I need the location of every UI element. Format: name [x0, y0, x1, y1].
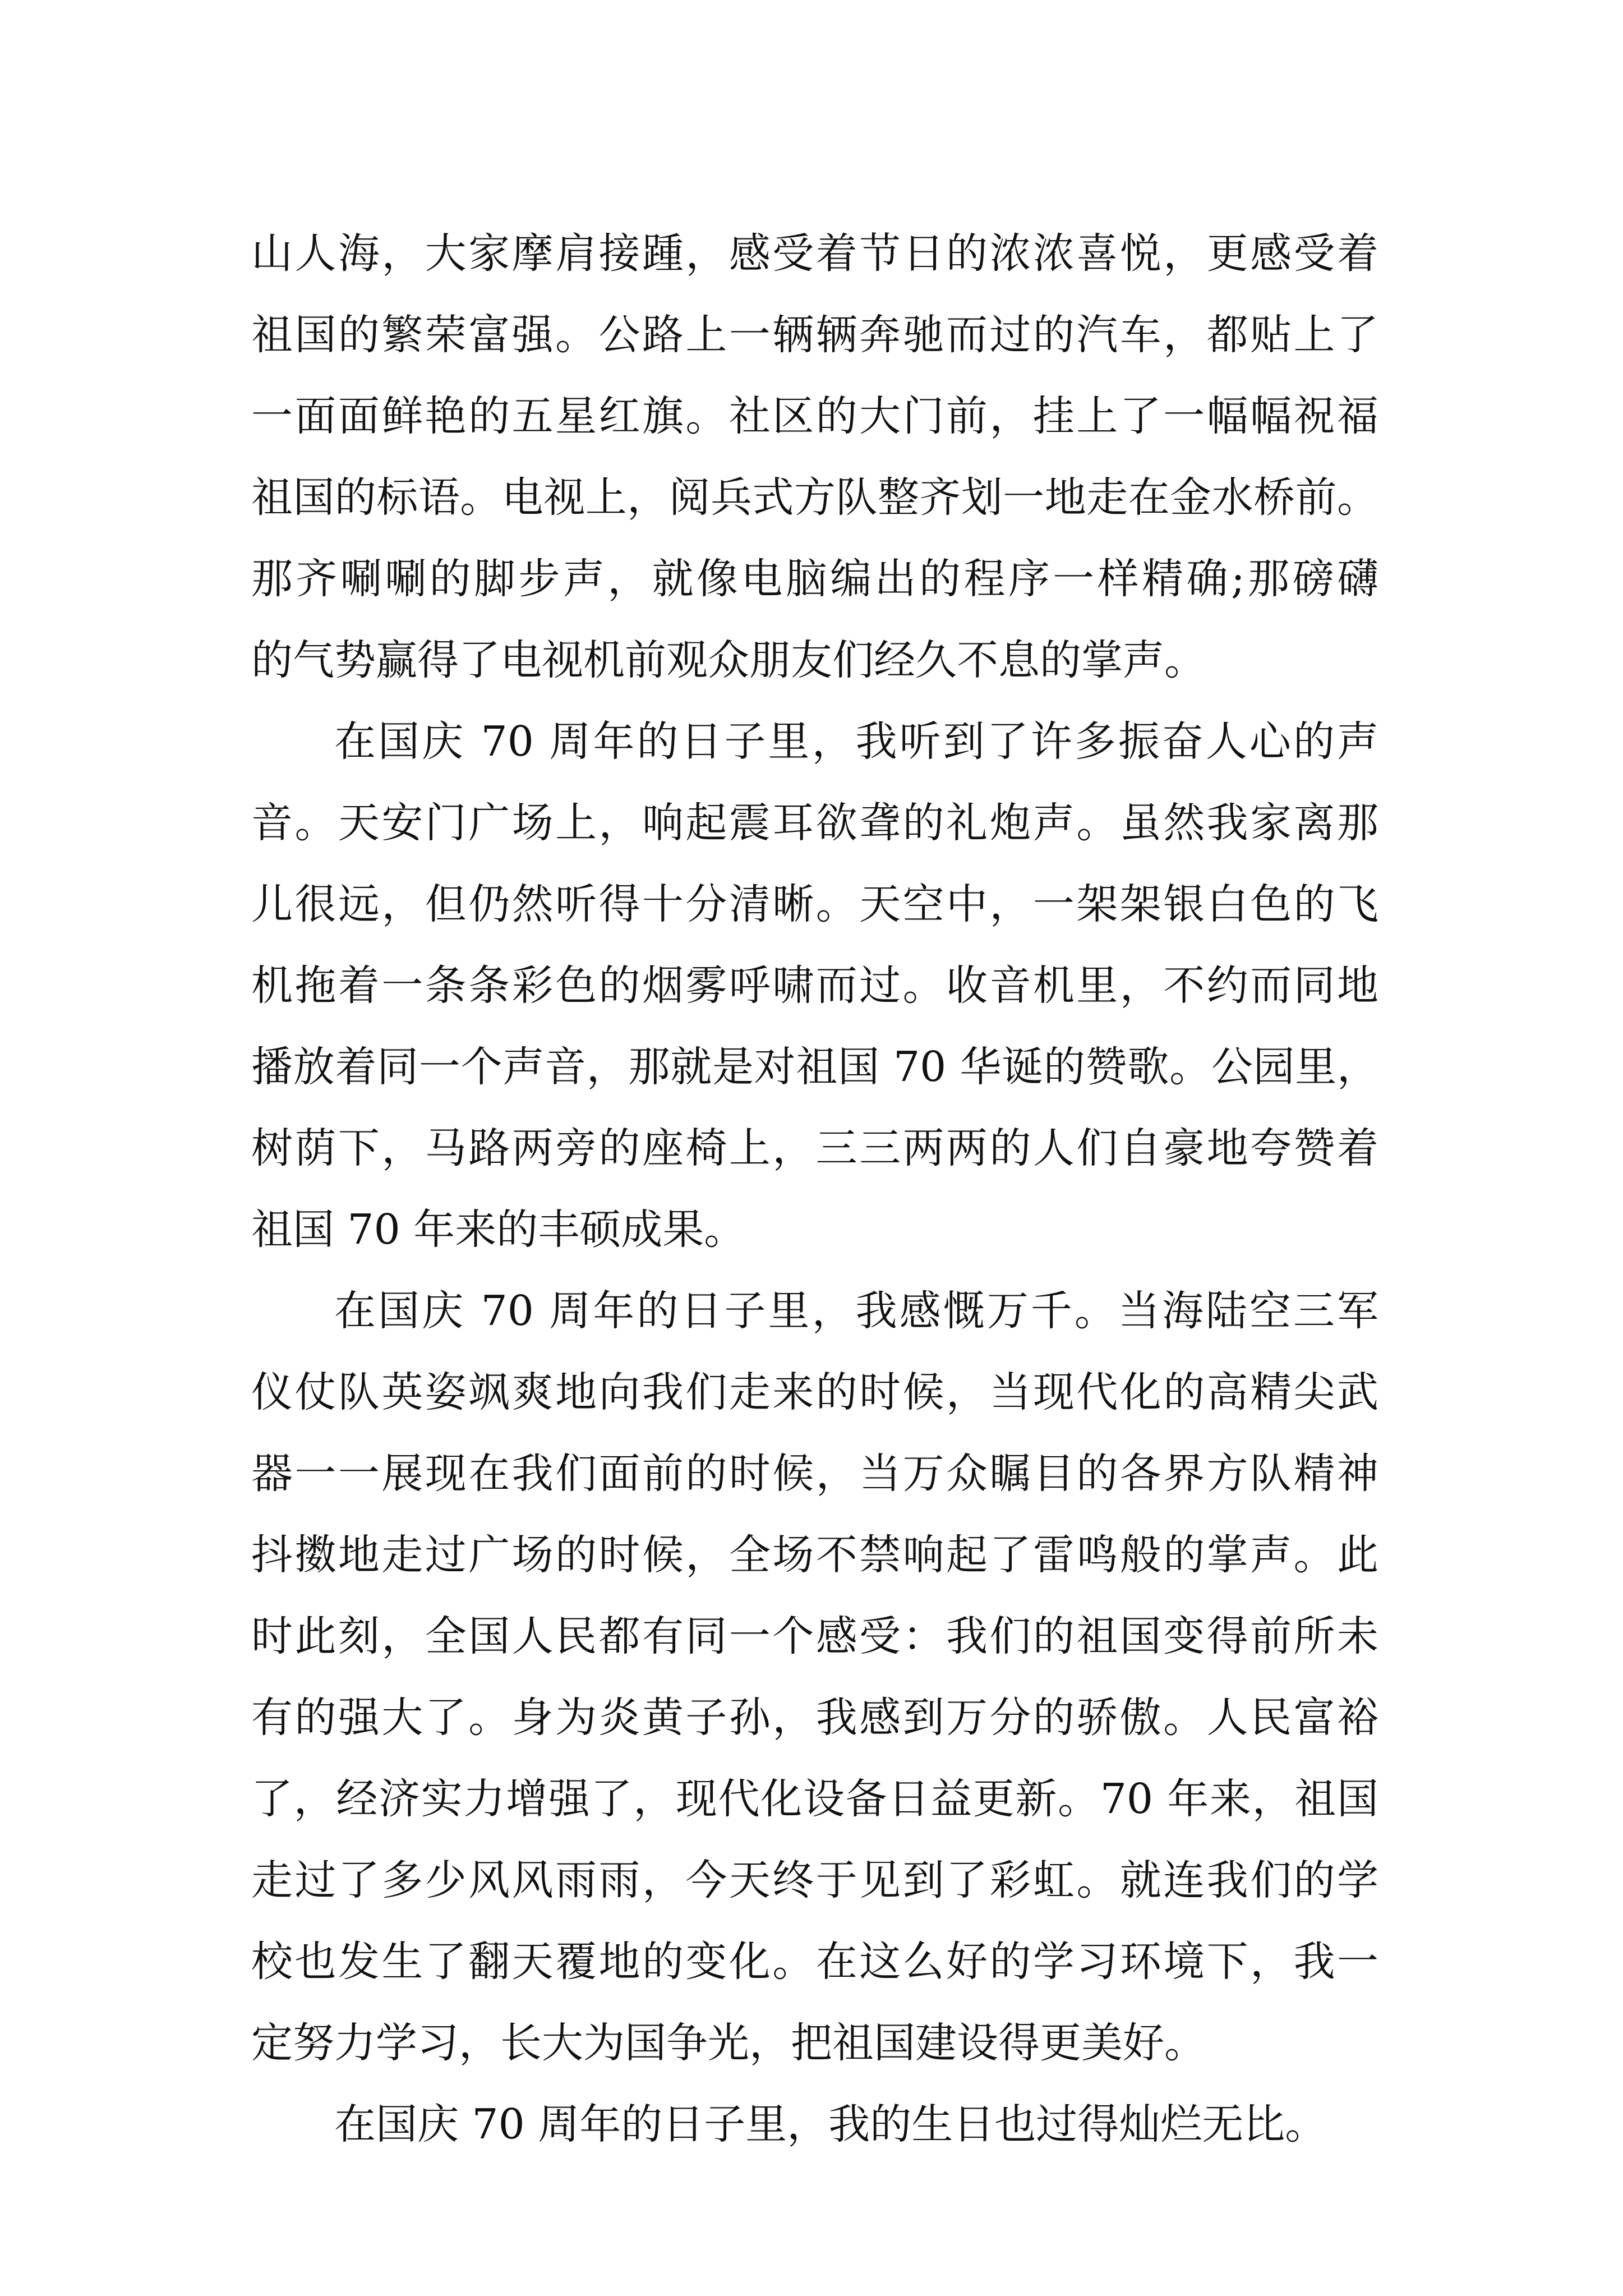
text-line: 的气势赢得了电视机前观众朋友们经久不息的掌声。 [251, 636, 1206, 684]
text-line: 在国庆 70 周年的日子里，我感慨万千。当海陆空三军 [334, 1287, 1378, 1335]
text-line: 音。天安门广场上，响起震耳欲聋的礼炮声。虽然我家离那 [251, 799, 1378, 847]
text-line: 机拖着一条条彩色的烟雾呼啸而过。收音机里，不约而同地 [251, 961, 1378, 1010]
text-line: 了，经济实力增强了，现代化设备日益更新。70 年来，祖国 [251, 1775, 1378, 1823]
text-line: 在国庆 70 周年的日子里，我的生日也过得灿烂无比。 [334, 2100, 1327, 2148]
text-line: 祖国 70 年来的丰硕成果。 [251, 1205, 746, 1254]
text-line: 时此刻，全国人民都有同一个感受：我们的祖国变得前所未 [251, 1612, 1378, 1660]
text-line: 仪仗队英姿飒爽地向我们走来的时候，当现代化的高精尖武 [251, 1368, 1378, 1416]
text-line: 在国庆 70 周年的日子里，我听到了许多振奋人心的声 [334, 717, 1378, 766]
text-line: 树荫下，马路两旁的座椅上，三三两两的人们自豪地夸赞着 [251, 1124, 1378, 1172]
text-line: 抖擞地走过广场的时候，全场不禁响起了雷鸣般的掌声。此 [251, 1531, 1378, 1579]
text-line: 山人海，大家摩肩接踵，感受着节日的浓浓喜悦，更感受着 [251, 229, 1378, 278]
text-line: 校也发生了翻天覆地的变化。在这么好的学习环境下，我一 [251, 1938, 1378, 1986]
body-text [251, 213, 1378, 2165]
text-line: 儿很远，但仍然听得十分清晰。天空中，一架架银白色的飞 [251, 880, 1378, 928]
text-line: 那齐唰唰的脚步声，就像电脑编出的程序一样精确;那磅礴 [251, 555, 1378, 603]
text-line: 定努力学习，长大为国争光，把祖国建设得更美好。 [251, 2019, 1206, 2067]
text-line: 走过了多少风风雨雨，今天终于见到了彩虹。就连我们的学 [251, 1856, 1378, 1904]
text-line: 播放着同一个声音，那就是对祖国 70 华诞的赞歌。公园里， [251, 1043, 1378, 1091]
text-line: 祖国的繁荣富强。公路上一辆辆奔驰而过的汽车，都贴上了 [251, 311, 1378, 359]
text-line: 器一一展现在我们面前的时候，当万众瞩目的各界方队精神 [251, 1450, 1378, 1498]
text-line: 祖国的标语。电视上，阅兵式方队整齐划一地走在金水桥前。 [251, 473, 1378, 522]
text-line: 一面面鲜艳的五星红旗。社区的大门前，挂上了一幅幅祝福 [251, 392, 1378, 440]
text-line: 有的强大了。身为炎黄子孙，我感到万分的骄傲。人民富裕 [251, 1694, 1378, 1742]
